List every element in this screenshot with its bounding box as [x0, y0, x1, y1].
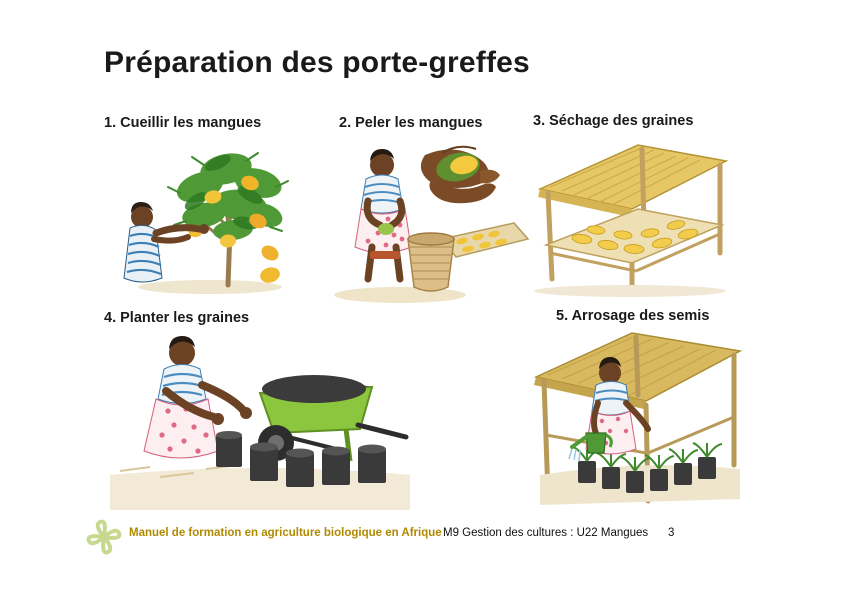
step-label-2: 2. Peler les mangues: [339, 115, 483, 131]
footer-reference: M9 Gestion des cultures : U22 Mangues: [443, 527, 649, 539]
clover-knot-logo: [84, 517, 124, 557]
step-label-4: 4. Planter les graines: [104, 310, 250, 326]
footer-page-number: 3: [668, 527, 675, 539]
illustration-step-4: [110, 325, 410, 510]
step-label-5: 5. Arrosage des semis: [556, 308, 710, 324]
page-title: Préparation des porte-greffes: [104, 46, 530, 79]
illustration-step-5: [520, 325, 750, 510]
illustration-step-3: [520, 133, 740, 298]
footer-organisation: Manuel de formation en agriculture biologique en Afrique: [129, 527, 442, 539]
step-label-1: 1. Cueillir les mangues: [104, 115, 262, 131]
illustration-step-1: [100, 135, 300, 300]
step-label-3: 3. Séchage des graines: [533, 113, 694, 129]
illustration-step-2: [330, 135, 530, 305]
